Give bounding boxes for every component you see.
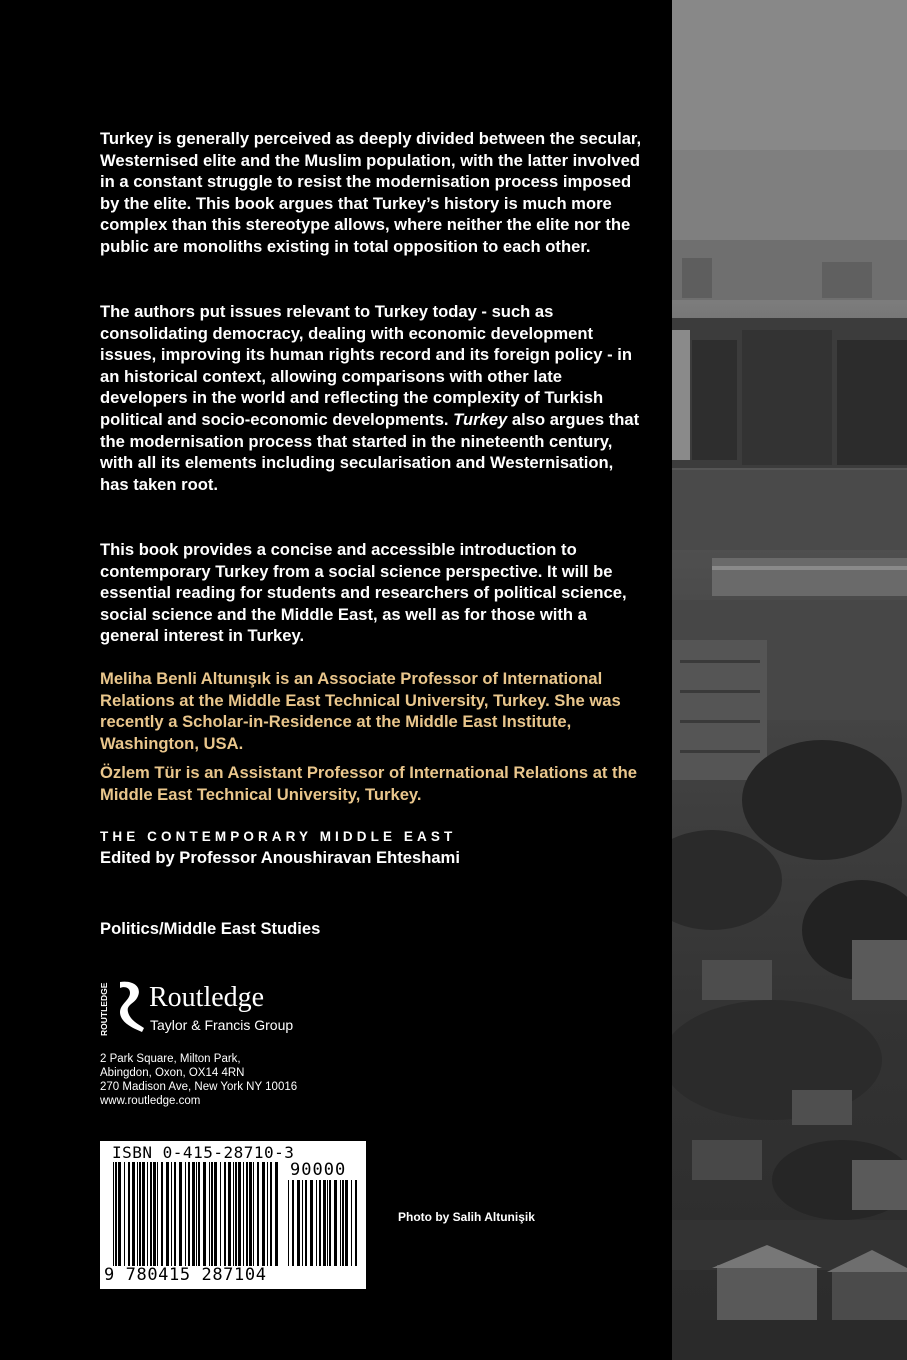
address-line: 2 Park Square, Milton Park,	[100, 1053, 241, 1065]
barcode-price-code: 90000	[290, 1160, 347, 1180]
addon-barcode	[288, 1180, 360, 1266]
barcode-bar	[211, 1162, 213, 1266]
barcode-bar	[246, 1162, 248, 1266]
address-line: 270 Madison Ave, New York NY 10016	[100, 1081, 298, 1093]
blurb-paragraph-2-part-2: also argues that the modernisation process that started in the nineteenth century, with all its elements including secularisation and Westernisation, has taken root.	[100, 409, 640, 494]
barcode-bar	[161, 1162, 163, 1266]
barcode-bar	[233, 1162, 234, 1266]
barcode-bar	[243, 1162, 244, 1266]
barcode-bar	[275, 1162, 278, 1266]
ean-number: 9 780415 287104	[104, 1265, 267, 1285]
city-photo	[672, 0, 907, 1360]
city-photo-image	[672, 0, 907, 1360]
barcode-bar	[310, 1180, 313, 1266]
barcode-bar	[174, 1162, 176, 1266]
barcode-bar	[345, 1180, 348, 1266]
barcode-bar	[355, 1180, 357, 1266]
barcode-bar	[319, 1180, 321, 1266]
barcode-bar	[334, 1180, 337, 1266]
barcode-bar	[253, 1162, 254, 1266]
publisher-address	[100, 1052, 297, 1108]
barcode-bar	[329, 1180, 331, 1266]
barcode-bar	[157, 1162, 158, 1266]
subject-category: Politics/Middle East Studies	[100, 919, 321, 938]
barcode-bar	[228, 1162, 231, 1266]
barcode-bar	[288, 1180, 289, 1266]
series-label: THE CONTEMPORARY MIDDLE EAST	[100, 829, 457, 844]
barcode-bar	[238, 1162, 241, 1266]
barcode-bar	[203, 1162, 206, 1266]
publisher-website[interactable]: www.routledge.com	[100, 1095, 201, 1107]
barcode-bar	[192, 1162, 195, 1266]
barcode-bar	[235, 1162, 237, 1266]
barcode-bar	[214, 1162, 217, 1266]
barcode-bar	[185, 1162, 186, 1266]
barcode-bar	[351, 1180, 352, 1266]
barcode-bar	[323, 1180, 326, 1266]
barcode-bar	[139, 1162, 141, 1266]
photo-credit: Photo by Salih Altunişik	[398, 1210, 535, 1224]
barcode-bar	[209, 1162, 210, 1266]
book-title-italic: Turkey	[453, 409, 508, 429]
author-bio-2: Özlem Tür is an Assistant Professor of International Relations at the Middle East Technical University, Turkey.	[100, 763, 637, 804]
barcode-bar	[270, 1162, 272, 1266]
barcode-bar	[118, 1162, 121, 1266]
barcode-bar	[132, 1162, 135, 1266]
barcode-bar	[196, 1162, 197, 1266]
routledge-vertical-mark: ROUTLEDGE	[99, 982, 109, 1036]
barcode-bar	[305, 1180, 307, 1266]
publisher-name: Routledge	[149, 982, 265, 1013]
barcode-bar	[188, 1162, 190, 1266]
barcode-bar	[142, 1162, 145, 1266]
barcode-bar	[340, 1180, 341, 1266]
barcode-bar	[113, 1162, 114, 1266]
blurb-paragraph-2-part-1: The authors put issues relevant to Turkey today - such as consolidating democracy, dealing with economic development issues, improving its human rights record and its foreign policy - in an historical context, allowing comparisons with other late developers in the world and reflecting the complexity of Turkish political and socio-economic developments.	[100, 302, 633, 429]
barcode-bar	[220, 1162, 221, 1266]
blurb-paragraph-1: Turkey is generally perceived as deeply divided between the secular, Westernised elite and the Muslim population, with the latter involved in a constant struggle to resist the modernisation process imposed by the elite. This book argues that Turkey’s history is much more complex than this stereotype allows, where neither the elite nor the public are monoliths existing in total opposition to each other.	[100, 129, 642, 256]
barcode-bar	[137, 1162, 138, 1266]
address-line: Abingdon, Oxon, OX14 4RN	[100, 1067, 245, 1079]
barcode-bar	[262, 1162, 265, 1266]
barcode-bar	[179, 1162, 182, 1266]
routledge-logo-icon	[98, 978, 146, 1040]
barcode-bar	[297, 1180, 300, 1266]
barcode-bar	[257, 1162, 259, 1266]
barcode-bar	[166, 1162, 169, 1266]
barcode-bar	[316, 1180, 317, 1266]
barcode-bar	[150, 1162, 152, 1266]
blurb-paragraph-2	[100, 301, 645, 495]
barcode-bar	[124, 1162, 125, 1266]
barcode-bar	[115, 1162, 117, 1266]
author-bio-1: Meliha Benli Altunışık is an Associate Professor of International Relations at the Middle East Technical University, Turkey. She was recently a Scholar-in-Residence at the Middle East Institute, Washington, USA.	[100, 669, 621, 753]
barcode-bar	[302, 1180, 303, 1266]
isbn-label: ISBN 0-415-28710-3	[112, 1143, 295, 1162]
barcode-bar	[128, 1162, 130, 1266]
barcode-bar	[342, 1180, 344, 1266]
barcode-bar	[292, 1180, 294, 1266]
series-editor: Edited by Professor Anoushiravan Ehteshami	[100, 848, 460, 867]
barcode-bar	[224, 1162, 226, 1266]
barcode-bar	[198, 1162, 200, 1266]
barcode-bar	[249, 1162, 252, 1266]
publisher-group: Taylor & Francis Group	[150, 1017, 294, 1033]
barcode-bar	[327, 1180, 328, 1266]
barcode-bar	[147, 1162, 148, 1266]
blurb-paragraph-3: This book provides a concise and accessible introduction to contemporary Turkey from a social science perspective. It will be essential reading for students and researchers of political science, social science and the Middle East, as well as for those with a general interest in Turkey.	[100, 540, 627, 646]
barcode-bar	[171, 1162, 172, 1266]
barcode-bar	[267, 1162, 268, 1266]
barcode-bar	[153, 1162, 156, 1266]
ean-barcode	[113, 1162, 283, 1266]
